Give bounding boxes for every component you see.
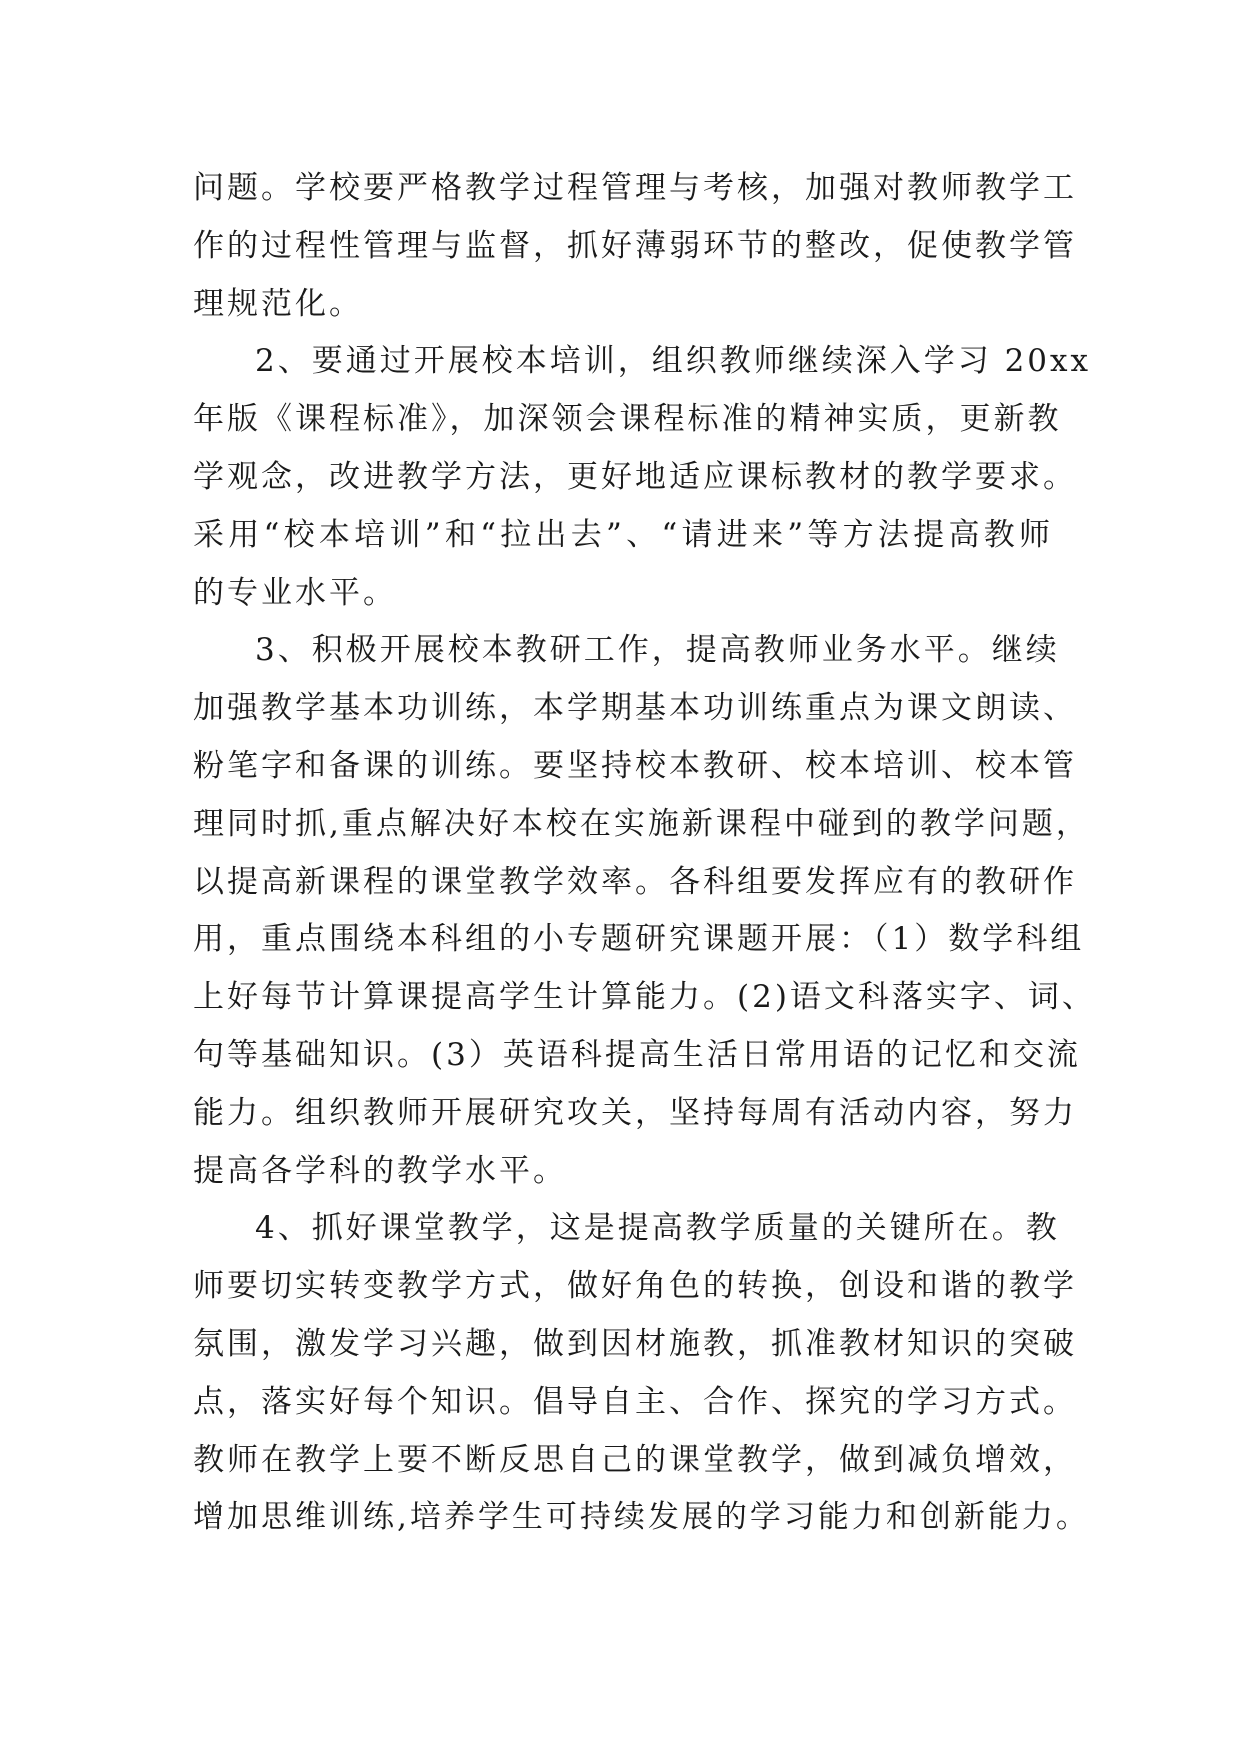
text-line: 问题。学校要严格教学过程管理与考核，加强对教师教学工 xyxy=(193,170,1077,206)
text-line: 采用“校本培训”和“拉出去”、“请进来”等方法提高教师 xyxy=(193,516,1053,553)
text-line: 点，落实好每个知识。倡导自主、合作、探究的学习方式。 xyxy=(193,1383,1077,1420)
text-line: 作的过程性管理与监督，抓好薄弱环节的整改，促使教学管 xyxy=(193,227,1077,264)
text-line: 师要切实转变教学方式，做好角色的转换，创设和谐的教学 xyxy=(193,1268,1077,1305)
text-line: 用，重点围绕本科组的小专题研究课题开展：（1）数学科组 xyxy=(193,921,1085,958)
text-line: 学观念，改进教学方法，更好地适应课标教材的教学要求。 xyxy=(193,458,1077,495)
text-line: 氛围，激发学习兴趣，做到因材施教，抓准教材知识的突破 xyxy=(193,1325,1077,1362)
paragraph-3-first-line: 3、积极开展校本教研工作，提高教师业务水平。继续 xyxy=(255,632,1060,669)
text-line: 增加思维训练,培养学生可持续发展的学习能力和创新能力。 xyxy=(193,1499,1090,1536)
text-line: 上好每节计算课提高学生计算能力。(2)语文科落实字、词、 xyxy=(193,979,1096,1016)
paragraph-4-first-line: 4、抓好课堂教学，这是提高教学质量的关键所在。教 xyxy=(255,1210,1060,1247)
text-line: 句等基础知识。(3）英语科提高生活日常用语的记忆和交流 xyxy=(193,1036,1081,1073)
text-line: 年版《课程标准》，加深领会课程标准的精神实质，更新教 xyxy=(193,401,1062,438)
text-line: 理同时抓,重点解决好本校在实施新课程中碰到的教学问题， xyxy=(193,805,1090,842)
document-body xyxy=(193,160,1096,1547)
text-line: 的专业水平。 xyxy=(193,574,397,611)
paragraph-2-first-line: 2、要通过开展校本培训，组织教师继续深入学习 20xx xyxy=(255,343,1091,380)
text-line: 理规范化。 xyxy=(193,285,363,322)
text-line: 教师在教学上要不断反思自己的课堂教学，做到减负增效， xyxy=(193,1441,1077,1478)
text-line: 提高各学科的教学水平。 xyxy=(193,1152,567,1189)
text-line: 粉笔字和备课的训练。要坚持校本教研、校本培训、校本管 xyxy=(193,747,1077,784)
text-line: 以提高新课程的课堂教学效率。各科组要发挥应有的教研作 xyxy=(193,863,1077,900)
text-line: 加强教学基本功训练，本学期基本功训练重点为课文朗读、 xyxy=(193,690,1077,727)
text-line: 能力。组织教师开展研究攻关，坚持每周有活动内容，努力 xyxy=(193,1094,1077,1131)
